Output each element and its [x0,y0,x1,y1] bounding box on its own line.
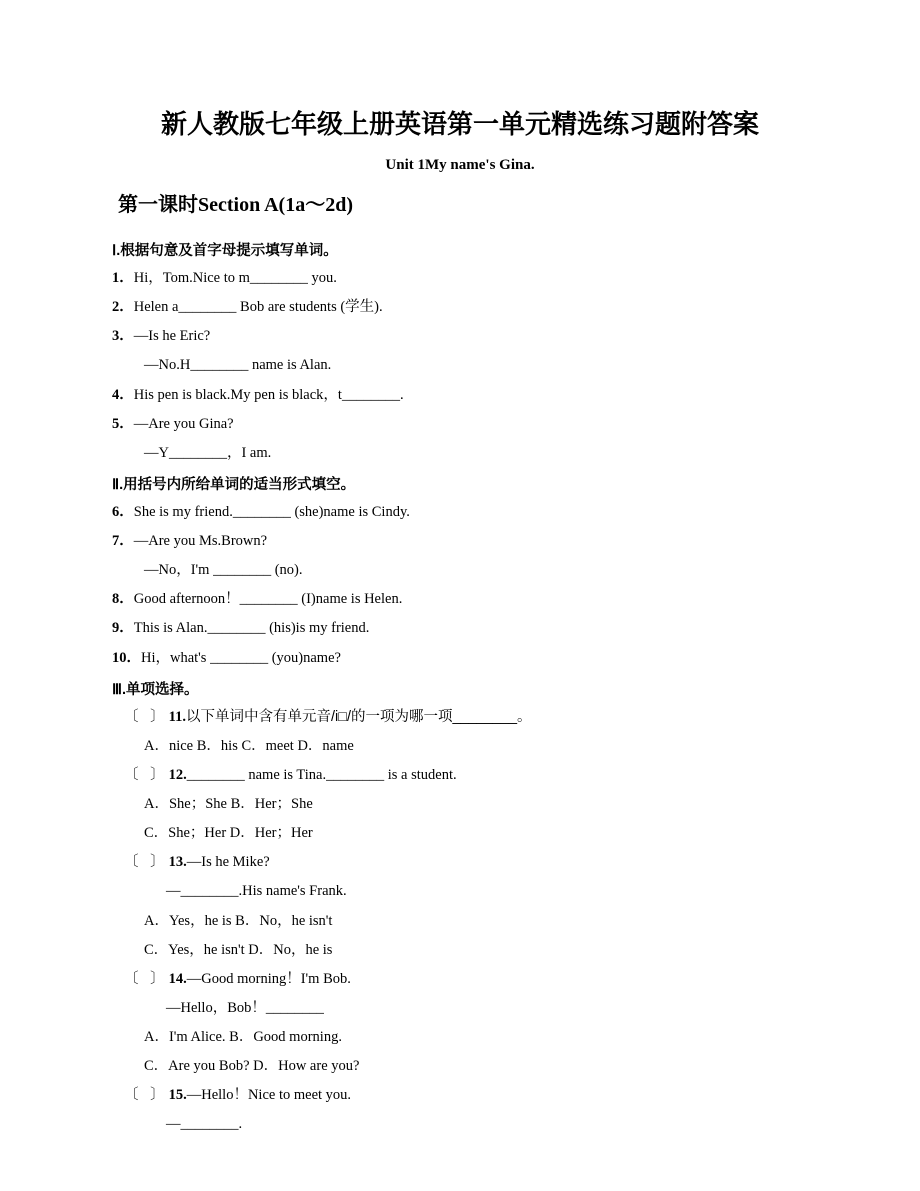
question-text: ________ name is Tina.________ is a student. [186,766,457,783]
answer-bracket[interactable]: 〔 〕 [124,854,169,871]
question-item [96,415,824,433]
option-line: C．Yes，he isn't D．No，he is [144,941,333,958]
answer-bracket[interactable]: 〔 〕 [124,766,169,783]
question-text: 以下单词中含有单元音/i□/的一项为哪一项________。 [185,708,532,725]
question-number: 12. [168,766,187,783]
question-number: 7． [112,533,134,549]
answer-bracket[interactable]: 〔 〕 [124,1087,169,1104]
question-number: 6． [112,503,134,520]
question-number: 5． [112,415,134,432]
question-subline: —Y________，I am. [144,444,272,461]
part-heading-1: Ⅰ.根据句意及首字母提示填写单词。 [112,243,338,259]
question-text: —Hello！Nice to meet you. [186,1087,352,1104]
section-heading-en: Section A(1a～2d) [198,194,353,216]
answer-bracket[interactable]: 〔 〕 [124,970,169,987]
part-heading-3: Ⅲ.单项选择。 [112,681,199,698]
question-number: 10． [112,649,141,666]
question-text: —Good morning！I'm Bob. [186,970,351,987]
question-text: —Are you Ms.Brown? [133,533,268,549]
option-line: A．nice B．his C．meet D．name [144,737,354,754]
question-number: 1． [112,270,134,286]
question-text: Helen a________ Bob are students (学生). [133,299,383,316]
question-text: This is Alan.________ (his)is my friend. [133,620,370,637]
choice-question [96,970,824,988]
unit-subtitle: Unit 1My name's Gina. [385,157,535,173]
choice-question [96,853,824,871]
question-text: —Is he Eric? [133,328,211,345]
question-item [96,298,824,316]
question-item [96,649,824,667]
question-item [96,503,824,521]
question-text: —Are you Gina? [133,415,234,432]
question-text: —Is he Mike? [186,854,270,871]
option-line: A．Yes，he is B．No，he isn't [144,912,333,929]
question-item [96,386,824,404]
top-spacer [96,0,824,104]
question-subline: —________. [166,1116,243,1133]
question-number: 4． [112,386,134,403]
question-subline: —________.His name's Frank. [166,883,347,900]
question-number: 8． [112,591,134,608]
question-item [96,532,824,550]
question-number: 13. [168,854,187,871]
part-heading-2: Ⅱ.用括号内所给单词的适当形式填空。 [112,476,356,493]
question-text: Good afternoon！________ (I)name is Helen. [133,591,403,608]
question-text: Hi，what's ________ (you)name? [141,649,341,666]
question-number: 11. [168,708,186,725]
question-number: 15. [168,1087,187,1104]
choice-question [96,708,824,726]
section-heading-cn: 第一课时 [118,194,198,216]
question-item [96,327,824,345]
question-item [96,619,824,637]
section-heading [96,188,824,217]
question-number: 9． [112,620,134,637]
option-line: C．Are you Bob? D．How are you? [144,1058,360,1075]
option-line: C．She；Her D．Her；Her [144,825,313,842]
option-line: A．She；She B．Her；She [144,796,313,812]
question-number: 2． [112,299,134,316]
question-number: 14. [168,970,187,987]
option-line: A．I'm Alice. B．Good morning. [144,1029,342,1045]
page-title: 新人教版七年级上册英语第一单元精选练习题附答案 [160,109,759,139]
question-subline: —Hello，Bob！________ [166,999,324,1016]
choice-question [96,766,824,784]
question-subline: —No，I'm ________ (no). [144,562,303,579]
question-text: Hi，Tom.Nice to m________ you. [133,270,337,286]
question-number: 3． [112,328,134,345]
answer-bracket[interactable]: 〔 〕 [124,708,169,725]
question-text: His pen is black.My pen is black，t________. [133,386,404,403]
question-item [96,590,824,608]
question-subline: —No.H________ name is Alan. [144,357,332,374]
question-item [96,269,824,287]
question-text: She is my friend.________ (she)name is Cindy. [133,503,410,520]
choice-question [96,1086,824,1104]
